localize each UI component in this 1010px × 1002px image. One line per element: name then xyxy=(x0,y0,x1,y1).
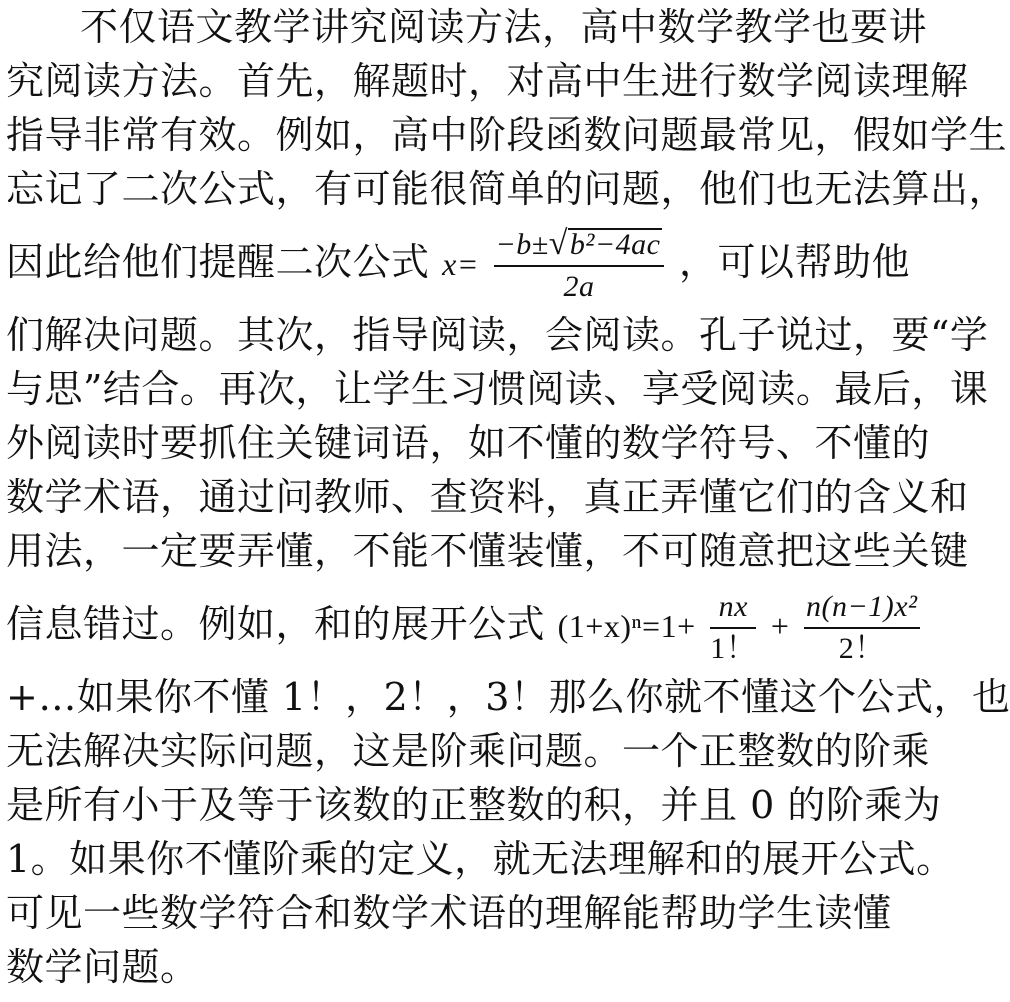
text-line-2: 究阅读方法。首先，解题时，对高中生进行数学阅读理解 xyxy=(6,59,969,103)
text-line-5: 们解决问题。其次，指导阅读，会阅读。孔子说过，要“学 xyxy=(6,313,989,357)
text-line-6: 与思”结合。再次，让学生习惯阅读、享受阅读。最后，课 xyxy=(6,367,989,411)
formula1-suffix: ，可以帮助他 xyxy=(679,240,911,284)
formula1-prefix: 因此给他们提醒二次公式 xyxy=(6,240,430,284)
text-line-1: 不仅语文教学讲究阅读方法，高中数学教学也要讲 xyxy=(80,5,928,49)
text-line-9: 用法，一定要弄懂，不能不懂装懂，不可随意把这些关键 xyxy=(6,529,969,573)
formula-line-binomial xyxy=(6,584,922,667)
text-line-11: 无法解决实际问题，这是阶乘问题。一个正整数的阶乘 xyxy=(6,729,931,773)
formula1-lhs: x= xyxy=(442,246,479,282)
text-line-15: 数学问题。 xyxy=(6,945,199,989)
binomial-fraction-1-denominator: 1！ xyxy=(710,631,757,665)
quadratic-numerator-term: −b± xyxy=(495,228,549,261)
formula2-plus: + xyxy=(770,608,790,644)
binomial-fraction-2-numerator: n(n−1)x² xyxy=(804,589,920,629)
formula2-prefix: 信息错过。例如，和的展开公式 xyxy=(6,602,546,646)
quadratic-fraction xyxy=(494,226,665,305)
text-line-12: 是所有小于及等于该数的正整数的积，并且 0 的阶乘为 xyxy=(6,783,942,827)
binomial-fraction-2-denominator: 2！ xyxy=(838,631,885,665)
text-line-4: 忘记了二次公式，有可能很简单的问题，他们也无法算出， xyxy=(6,167,1008,211)
text-line-3: 指导非常有效。例如，高中阶段函数问题最常见，假如学生 xyxy=(6,113,1008,157)
text-line-14: 可见一些数学符合和数学术语的理解能帮助学生读懂 xyxy=(6,891,892,935)
formula2-base: (1+x)ⁿ=1+ xyxy=(557,608,696,644)
binomial-fraction-1-numerator: nx xyxy=(710,589,756,629)
quadratic-numerator xyxy=(494,226,665,267)
text-line-13: 1。如果你不懂阶乘的定义，就无法理解和的展开公式。 xyxy=(6,837,955,881)
text-line-10: +…如果你不懂 1！，2！，3！那么你就不懂这个公式，也 xyxy=(6,675,1010,719)
text-line-8: 数学术语，通过问教师、查资料，真正弄懂它们的含义和 xyxy=(6,475,969,519)
sqrt-symbol: √b²−4ac xyxy=(548,225,661,262)
formula-line-quadratic xyxy=(6,222,910,305)
text-line-7: 外阅读时要抓住关键词语，如不懂的数学符号、不懂的 xyxy=(6,421,931,465)
quadratic-radicand: b²−4ac xyxy=(569,228,661,261)
quadratic-denominator: 2a xyxy=(563,270,595,303)
binomial-fraction-1 xyxy=(710,589,756,667)
binomial-fraction-2 xyxy=(804,589,920,667)
